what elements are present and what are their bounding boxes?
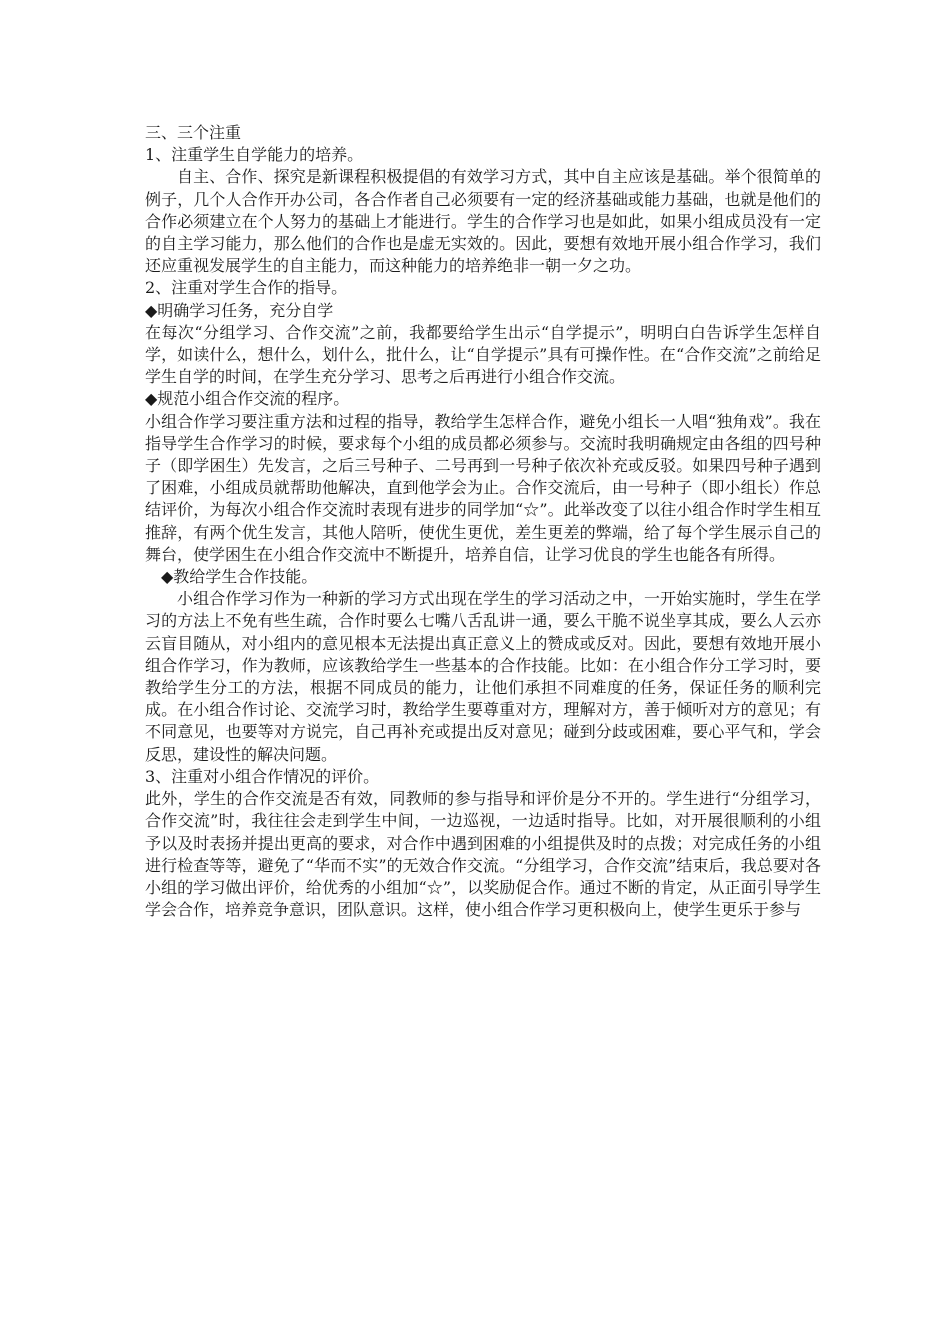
point2-sub2-title: ◆规范小组合作交流的程序。 bbox=[145, 389, 350, 409]
point2-heading: 2、注重对学生合作的指导。 bbox=[145, 278, 348, 298]
point3-body: 此外，学生的合作交流是否有效，同教师的参与指导和评价是分不开的。学生进行“分组学习，合作交流”时，我往往会走到学生中间，一边巡视，一边适时指导。比如，对开展很顺利的小组予以及时表扬并提出更高的要求，对合作中遇到困难的小组提供及时的点拨；对完成任务的小组进行检查等等，避免了“华而不实”的无效合作交流。“分组学习，合作交流”结束后，我总要对各小组的学习做出评价，给优秀的小组加“☆”，以奖励促合作。通过不断的肯定，从正面引导学生学会合作，培养竞争意识，团队意识。这样，使小组合作学习更积极向上，使学生更乐于参与 bbox=[145, 789, 821, 920]
point2-sub3-title: ◆教给学生合作技能。 bbox=[161, 567, 318, 587]
document-content bbox=[145, 122, 821, 921]
point3-heading: 3、注重对小组合作情况的评价。 bbox=[145, 766, 380, 786]
point2-sub2-body: 小组合作学习要注重方法和过程的指导，教给学生怎样合作，避免小组长一人唱“独角戏”。我在指导学生合作学习的时候，要求每个小组的成员都必须参与。交流时我明确规定由各组的四号种子（即学困生）先发言，之后三号种子、二号再到一号种子依次补充或反驳。如果四号种子遇到了困难，小组成员就帮助他解决，直到他学会为止。合作交流后，由一号种子（即小组长）作总结评价，为每次小组合作交流时表现有进步的同学加“☆”。此举改变了以往小组合作时学生相互推辞，有两个优生发言，其他人陪听，使优生更优，差生更差的弊端，给了每个学生展示自己的舞台，使学困生在小组合作交流中不断提升，培养自信，让学习优良的学生也能各有所得。 bbox=[145, 411, 821, 564]
point2-sub1-title: ◆明确学习任务，充分自学 bbox=[145, 300, 334, 320]
section-title: 三、三个注重 bbox=[145, 123, 242, 142]
point1-body: 自主、合作、探究是新课程积极提倡的有效学习方式，其中自主应该是基础。举个很简单的例子，几个人合作开办公司，各合作者自己必须要有一定的经济基础或能力基础，也就是他们的合作必须建立在个人努力的基础上才能进行。学生的合作学习也是如此，如果小组成员没有一定的自主学习能力，那么他们的合作也是虚无实效的。因此，要想有效地开展小组合作学习，我们还应重视发展学生的自主能力，而这种能力的培养绝非一朝一夕之功。 bbox=[145, 167, 821, 276]
point2-sub3-body: 小组合作学习作为一种新的学习方式出现在学生的学习活动之中，一开始实施时，学生在学习的方法上不免有些生疏，合作时要么七嘴八舌乱讲一通，要么干脆不说坐享其成，要么人云亦云盲目随从，对小组内的意见根本无法提出真正意义上的赞成或反对。因此，要想有效地开展小组合作学习，作为教师，应该教给学生一些基本的合作技能。比如：在小组合作分工学习时，要教给学生分工的方法，根据不同成员的能力，让他们承担不同难度的任务，保证任务的顺利完成。在小组合作讨论、交流学习时，教给学生要尊重对方，理解对方，善于倾听对方的意见；有不同意见，也要等对方说完，自己再补充或提出反对意见；碰到分歧或困难，要心平气和，学会反思，建设性的解决问题。 bbox=[145, 589, 821, 764]
point1-heading: 1、注重学生自学能力的培养。 bbox=[145, 145, 364, 165]
point2-sub1-body: 在每次“分组学习、合作交流”之前，我都要给学生出示“自学提示”，明明白白告诉学生怎样自学，如读什么，想什么，划什么，批什么，让“自学提示”具有可操作性。在“合作交流”之前给足学生自学的时间，在学生充分学习、思考之后再进行小组合作交流。 bbox=[145, 322, 821, 387]
